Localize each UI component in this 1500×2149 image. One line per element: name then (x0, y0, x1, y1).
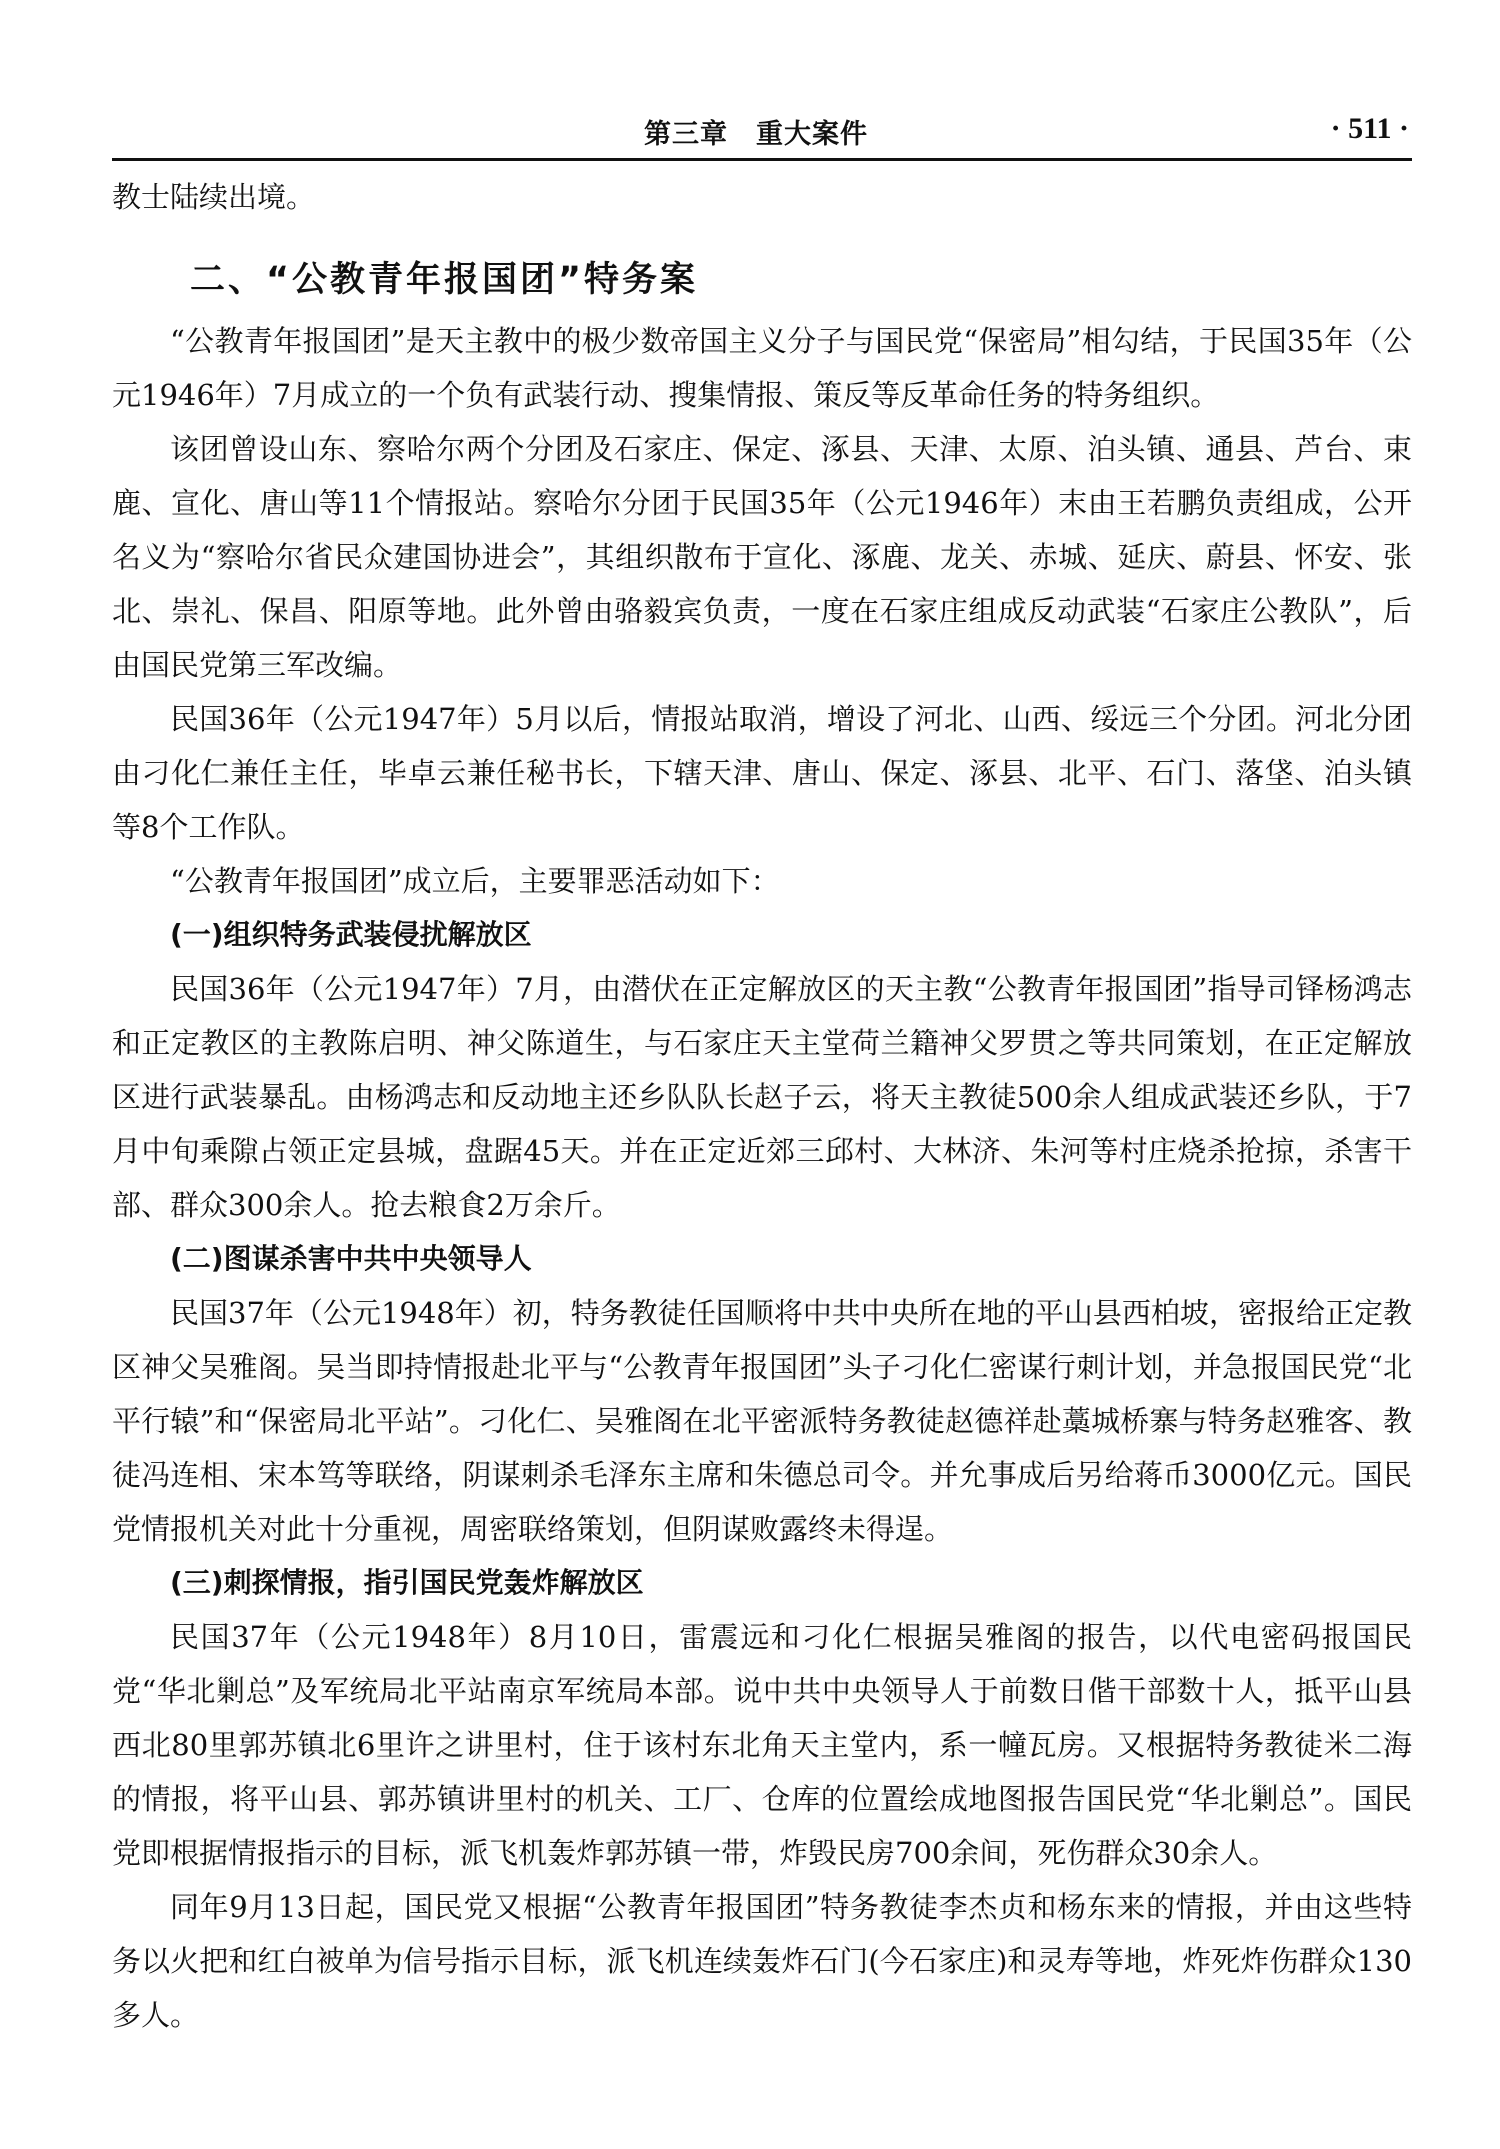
running-header (112, 108, 1412, 158)
paragraph-7: 民国37年（公元1948年）8月10日，雷震远和刁化仁根据吴雅阁的报告，以代电密码报国民党“华北剿总”及军统局北平站南京军统局本部。说中共中央领导人于前数日偕干部数十人，抵平山县西北80里郭苏镇北6里许之讲里村，住于该村东北角天主堂内，系一幢瓦房。又根据特务教徒米二海的情报，将平山县、郭苏镇讲里村的机关、工厂、仓库的位置绘成地图报告国民党“华北剿总”。国民党即根据情报指示的目标，派飞机轰炸郭苏镇一带，炸毁民房700余间，死伤群众30余人。 (112, 1620, 1412, 1870)
paragraph-3: 民国36年（公元1947年）5月以后，情报站取消，增设了河北、山西、绥远三个分团。河北分团由刁化仁兼任主任，毕卓云兼任秘书长，下辖天津、唐山、保定、涿县、北平、石门、落垡、泊头镇等8个工作队。 (112, 702, 1412, 844)
paragraph-2: 该团曾设山东、察哈尔两个分团及石家庄、保定、涿县、天津、太原、泊头镇、通县、芦台、束鹿、宣化、唐山等11个情报站。察哈尔分团于民国35年（公元1946年）末由王若鹏负责组成，公开名义为“察哈尔省民众建国协进会”，其组织散布于宣化、涿鹿、龙关、赤城、延庆、蔚县、怀安、张北、崇礼、保昌、阳原等地。此外曾由骆毅宾负责，一度在石家庄组成反动武装“石家庄公教队”，后由国民党第三军改编。 (112, 432, 1412, 682)
page-body (112, 170, 1412, 2042)
subheading-2: (二)图谋杀害中共中央领导人 (170, 1242, 532, 1275)
paragraph-5: 民国36年（公元1947年）7月，由潜伏在正定解放区的天主教“公教青年报国团”指导司铎杨鸿志和正定教区的主教陈启明、神父陈道生，与石家庄天主堂荷兰籍神父罗贯之等共同策划，在正定解放区进行武装暴乱。由杨鸿志和反动地主还乡队队长赵子云，将天主教徒500余人组成武装还乡队，于7月中旬乘隙占领正定县城，盘踞45天。并在正定近郊三邱村、大林济、朱河等村庄烧杀抢掠，杀害干部、群众300余人。抢去粮食2万余斤。 (112, 972, 1412, 1222)
paragraph-8: 同年9月13日起，国民党又根据“公教青年报国团”特务教徒李杰贞和杨东来的情报，并由这些特务以火把和红白被单为信号指示目标，派飞机连续轰炸石门(今石家庄)和灵寿等地，炸死炸伤群众130多人。 (112, 1890, 1412, 2032)
header-rule (112, 158, 1412, 161)
paragraph-4: “公教青年报国团”成立后，主要罪恶活动如下： (170, 864, 780, 898)
subheading-3: (三)刺探情报，指引国民党轰炸解放区 (170, 1566, 644, 1599)
subheading-1: (一)组织特务武装侵扰解放区 (170, 918, 532, 951)
paragraph-1: “公教青年报国团”是天主教中的极少数帝国主义分子与国民党“保密局”相勾结，于民国35年（公元1946年）7月成立的一个负有武装行动、搜集情报、策反等反革命任务的特务组织。 (112, 324, 1412, 412)
section-title: 二、“公教青年报国团”特务案 (190, 260, 699, 300)
paragraph-6: 民国37年（公元1948年）初，特务教徒任国顺将中共中央所在地的平山县西柏坡，密报给正定教区神父吴雅阁。吴当即持情报赴北平与“公教青年报国团”头子刁化仁密谋行刺计划，并急报国民党“北平行辕”和“保密局北平站”。刁化仁、吴雅阁在北平密派特务教徒赵德祥赴藁城桥寨与特务赵雅客、教徒冯连相、宋本笃等联络，阴谋刺杀毛泽东主席和朱德总司令。并允事成后另给蒋币3000亿元。国民党情报机关对此十分重视，周密联络策划，但阴谋败露终未得逞。 (112, 1296, 1412, 1546)
chapter-title: 第三章 重大案件 (644, 119, 868, 150)
page-number: · 511 · (1330, 112, 1409, 145)
continuation-text: 教士陆续出境。 (112, 180, 316, 214)
